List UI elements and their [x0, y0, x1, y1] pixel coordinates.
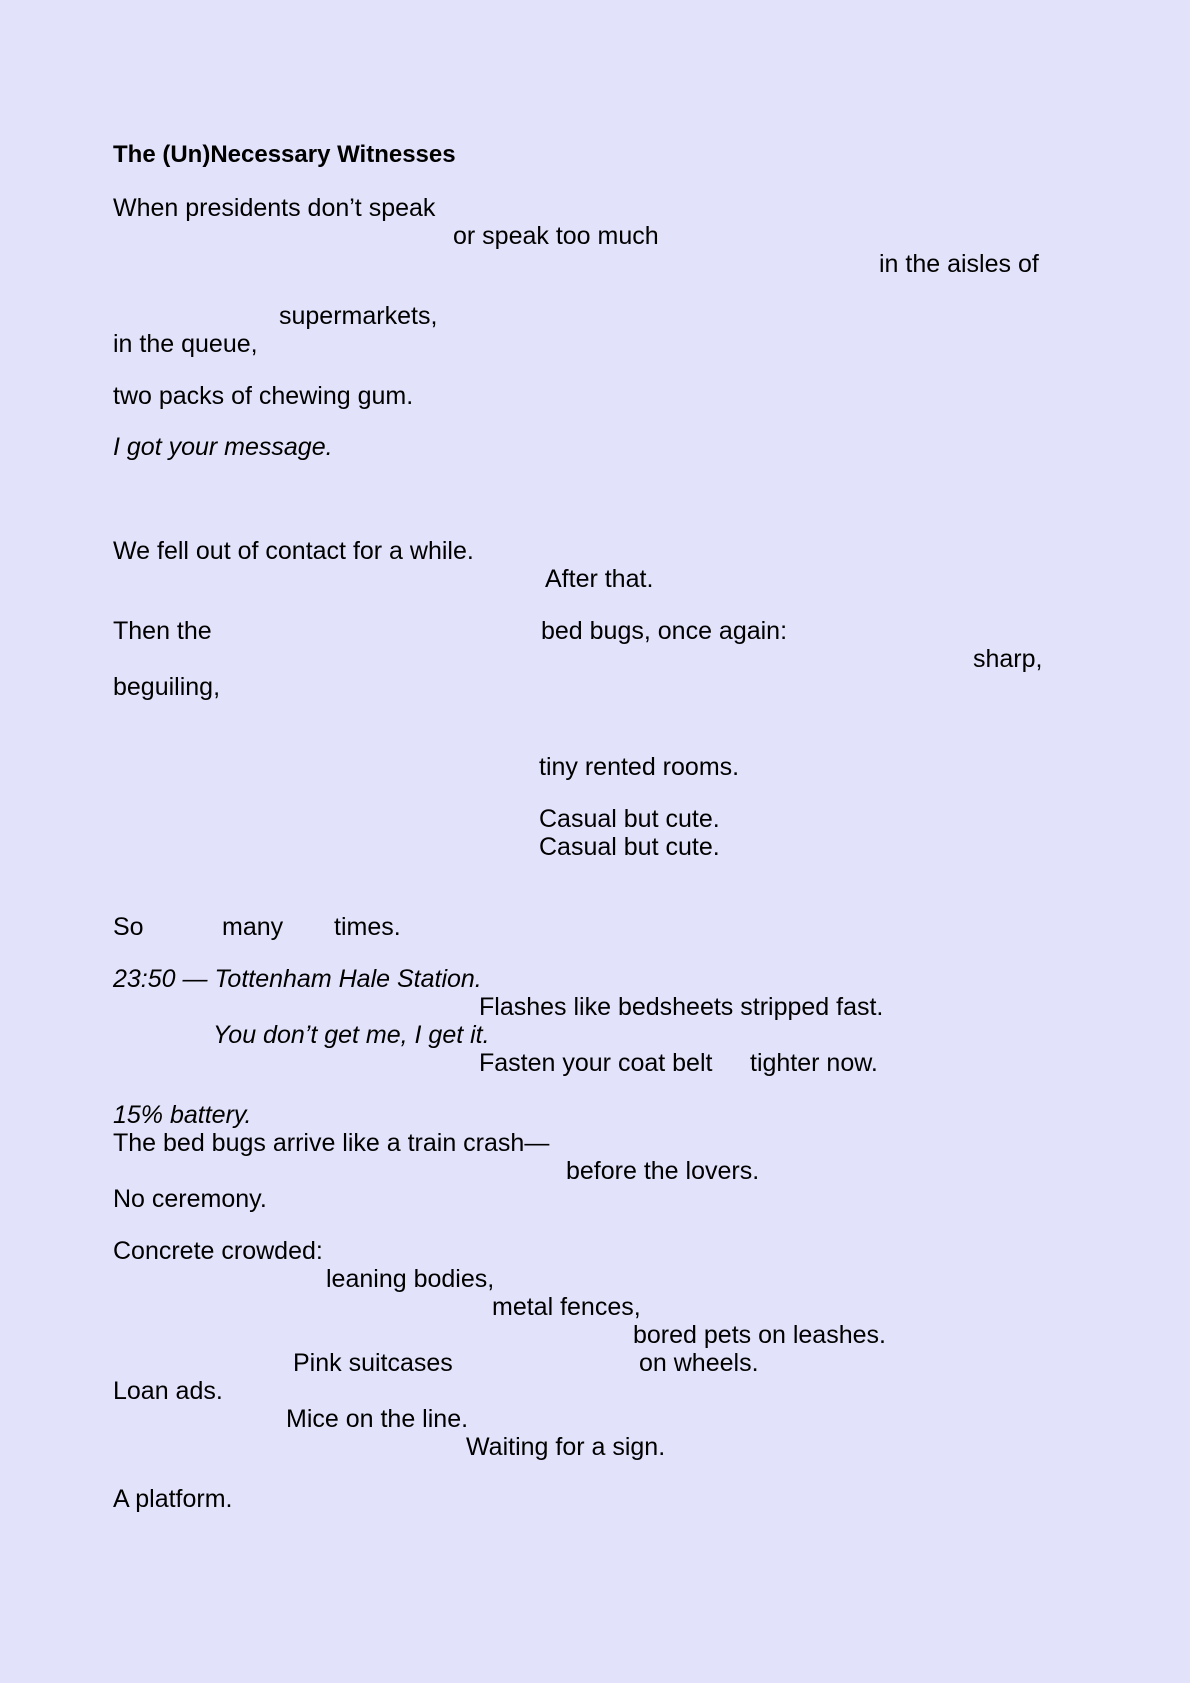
poem-line: on wheels.	[639, 1349, 759, 1377]
poem-line: metal fences,	[492, 1293, 641, 1321]
poem-line: two packs of chewing gum.	[113, 382, 414, 410]
poem-line: Casual but cute.	[539, 805, 720, 833]
poem-line: beguiling,	[113, 673, 221, 701]
poem-line: in the aisles of	[879, 250, 1039, 278]
poem-line: No ceremony.	[113, 1185, 267, 1213]
poem-line: The bed bugs arrive like a train crash—	[113, 1129, 550, 1157]
poem-line: times.	[334, 913, 401, 941]
poem-line: tighter now.	[750, 1049, 878, 1077]
poem-line: Mice on the line.	[286, 1405, 469, 1433]
poem-line: bed bugs, once again:	[541, 617, 788, 645]
poem-line: leaning bodies,	[326, 1265, 495, 1293]
poem-line: Then the	[113, 617, 212, 645]
poem-line: Waiting for a sign.	[466, 1433, 666, 1461]
poem-line: Fasten your coat belt	[479, 1049, 713, 1077]
poem-line: Casual but cute.	[539, 833, 720, 861]
poem-line: Loan ads.	[113, 1377, 223, 1405]
poem-line: Flashes like bedsheets stripped fast.	[479, 993, 884, 1021]
poem-line: many	[222, 913, 284, 941]
poem-line: So	[113, 913, 144, 941]
poem-line: Pink suitcases	[293, 1349, 453, 1377]
poem-line-italic: 23:50 — Tottenham Hale Station.	[113, 965, 482, 993]
poem-line: Concrete crowded:	[113, 1237, 323, 1265]
poem-line-italic: I got your message.	[113, 433, 333, 461]
poem-line-italic: You don’t get me, I get it.	[213, 1021, 490, 1049]
poem-line: We fell out of contact for a while.	[113, 537, 474, 565]
poem-line-italic: 15% battery.	[113, 1101, 252, 1129]
poem-title: The (Un)Necessary Witnesses	[113, 141, 456, 168]
poem-line: supermarkets,	[279, 302, 438, 330]
poem-line: When presidents don’t speak	[113, 194, 436, 222]
poem-line: tiny rented rooms.	[539, 753, 740, 781]
poem-line: A platform.	[113, 1485, 233, 1513]
poem-line: in the queue,	[113, 330, 258, 358]
poem-line: bored pets on leashes.	[633, 1321, 886, 1349]
poem-line: sharp,	[973, 645, 1043, 673]
poem-line: before the lovers.	[566, 1157, 760, 1185]
poem-line: or speak too much	[453, 222, 659, 250]
poem-line: After that.	[545, 565, 654, 593]
